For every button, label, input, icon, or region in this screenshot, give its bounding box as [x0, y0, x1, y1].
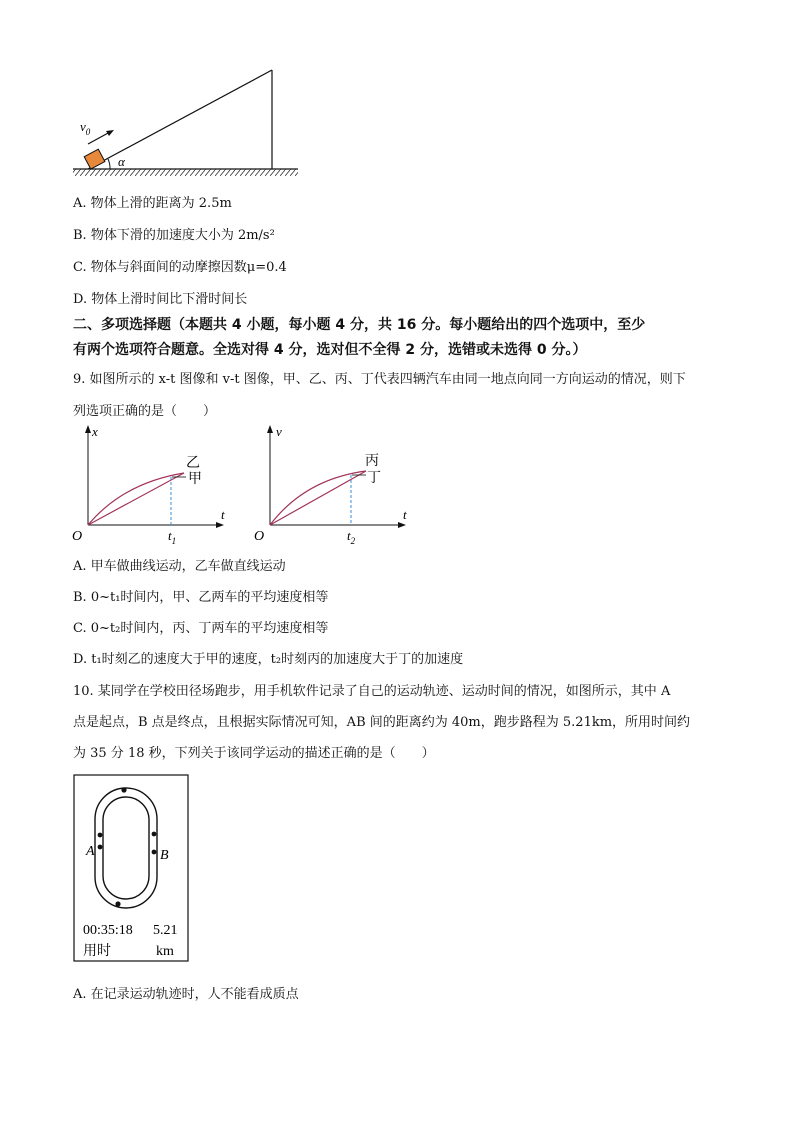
incline-hypotenuse	[88, 70, 272, 169]
track-figure	[73, 774, 191, 964]
xt-graph	[68, 423, 233, 548]
vt-graph	[250, 423, 415, 548]
track-point-top	[121, 787, 126, 792]
angle-arc	[108, 159, 110, 169]
q10-stem-line2: 点是起点，B 点是终点，且根据实际情况可知，AB 间的距离约为 40m，跑步路程为 5.21km，所用时间约	[73, 715, 691, 730]
block	[84, 149, 105, 169]
q8-option-c: C. 物体与斜面间的动摩擦因数μ=0.4	[73, 260, 287, 275]
vt-t2-label: $t_2$	[347, 528, 356, 546]
q9-option-c: C. 0~t₂时间内，丙、丁两车的平均速度相等	[73, 621, 329, 636]
point-b2	[152, 850, 157, 855]
q9-option-d: D. t₁时刻乙的速度大于甲的速度，t₂时刻丙的加速度大于丁的加速度	[73, 652, 464, 667]
q9-option-b: B. 0~t₁时间内，甲、乙两车的平均速度相等	[73, 590, 329, 605]
line-ding	[270, 471, 366, 525]
section2-heading-line1: 二、多项选择题（本题共 4 小题，每小题 4 分，共 16 分。每小题给出的四个选项中，至少	[73, 317, 646, 333]
label-jia: 甲	[188, 472, 202, 487]
label-a: A	[86, 844, 95, 859]
q10-stem-line1: 10. 某同学在学校田径场跑步，用手机软件记录了自己的运动轨迹、运动时间的情况，如图所示，其中 A	[73, 684, 671, 699]
time-value: 00:35:18	[83, 923, 133, 938]
time-label: 用时	[83, 944, 111, 959]
point-a1	[98, 833, 103, 838]
q8-option-b: B. 物体下滑的加速度大小为 2m/s²	[73, 228, 275, 243]
label-bing: 丙	[365, 454, 379, 469]
label-ding: 丁	[367, 471, 381, 486]
v0-label: $v_0$	[80, 119, 91, 137]
xt-origin: O	[72, 529, 83, 544]
ground-hatching	[73, 169, 298, 176]
xt-y-label: x	[92, 424, 98, 439]
point-b1	[152, 832, 157, 837]
q10-stem-line3: 为 35 分 18 秒，下列关于该同学运动的描述正确的是（ ）	[73, 746, 435, 761]
q9-stem-line2: 列选项正确的是（ ）	[73, 404, 217, 419]
track-point-bottom	[115, 901, 120, 906]
distance-unit: km	[156, 944, 174, 959]
alpha-label: α	[118, 154, 125, 169]
q9-option-a: A. 甲车做曲线运动，乙车做直线运动	[73, 559, 286, 574]
section2-heading-line2: 有两个选项符合题意。全选对得 4 分，选对但不全得 2 分，选错或未选得 0 分。）	[73, 342, 587, 358]
label-yi: 乙	[186, 456, 200, 471]
vt-y-label: v	[276, 424, 282, 439]
xt-x-label: t	[221, 507, 225, 522]
distance-value: 5.21	[153, 923, 178, 938]
vt-origin: O	[254, 529, 265, 544]
q8-option-a: A. 物体上滑的距离为 2.5m	[73, 196, 232, 211]
incline-figure	[70, 62, 305, 184]
xt-t1-label: $t_1$	[168, 528, 177, 546]
point-a2	[98, 845, 103, 850]
q8-option-d: D. 物体上滑时间比下滑时间长	[73, 292, 248, 307]
q9-stem-line1: 9. 如图所示的 x-t 图像和 v-t 图像，甲、乙、丙、丁代表四辆汽车由同一地点向同一方向运动的情况，则下	[73, 372, 686, 387]
label-b: B	[160, 848, 169, 863]
velocity-arrow	[88, 132, 110, 144]
q10-option-a: A. 在记录运动轨迹时，人不能看成质点	[73, 987, 299, 1002]
line-jia	[88, 473, 184, 525]
vt-x-label: t	[403, 507, 407, 522]
